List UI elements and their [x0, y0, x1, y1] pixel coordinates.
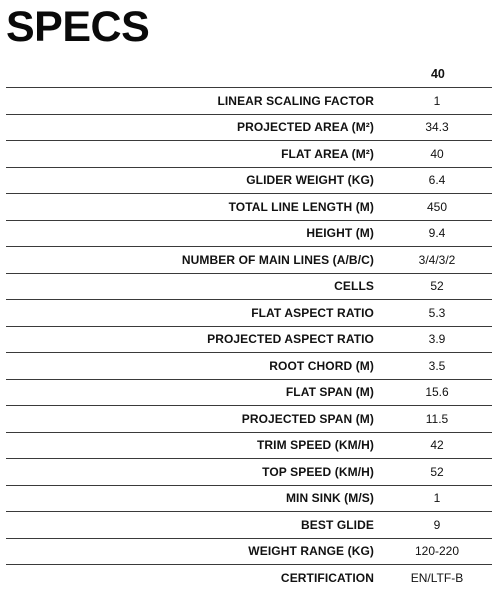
- table-row: [6, 486, 492, 513]
- spec-value: 40: [430, 146, 444, 161]
- spec-value: EN/LTF-B: [410, 571, 464, 586]
- spec-label: PROJECTED SPAN (M): [241, 411, 374, 426]
- table-row: [6, 459, 492, 486]
- spec-label: BEST GLIDE: [300, 517, 374, 532]
- table-row: [6, 221, 492, 248]
- table-row: [6, 115, 492, 142]
- spec-label: FLAT ASPECT RATIO: [251, 305, 374, 320]
- page-title: SPECS: [6, 3, 150, 51]
- spec-label: GLIDER WEIGHT (KG): [246, 173, 374, 188]
- spec-label: LINEAR SCALING FACTOR: [217, 93, 374, 108]
- spec-value: 9.4: [428, 226, 446, 241]
- spec-value: 1: [433, 491, 441, 506]
- table-row: [6, 327, 492, 354]
- spec-label: MIN SINK (M/S): [285, 491, 374, 506]
- table-row: [6, 194, 492, 221]
- spec-label: PROJECTED ASPECT RATIO: [207, 332, 374, 347]
- table-row: [6, 565, 492, 592]
- spec-value: 34.3: [425, 120, 449, 135]
- spec-value: 9: [433, 517, 441, 532]
- spec-label: HEIGHT (M): [306, 226, 374, 241]
- spec-value: 11.5: [425, 411, 449, 426]
- specs-table: [6, 61, 492, 592]
- spec-label: CELLS: [334, 279, 374, 294]
- spec-label: FLAT SPAN (M): [285, 385, 374, 400]
- table-row: [6, 168, 492, 195]
- spec-label: PROJECTED AREA (M²): [236, 120, 374, 135]
- spec-value: 5.3: [428, 305, 446, 320]
- spec-label: TOTAL LINE LENGTH (M): [228, 199, 374, 214]
- spec-value: 52: [430, 464, 444, 479]
- spec-label: ROOT CHORD (M): [269, 358, 374, 373]
- table-header-row: [6, 61, 492, 88]
- table-row: [6, 539, 492, 566]
- spec-value: 120-220: [414, 544, 460, 559]
- table-row: [6, 353, 492, 380]
- table-row: [6, 300, 492, 327]
- table-row: [6, 88, 492, 115]
- spec-value: 42: [430, 438, 444, 453]
- spec-label: TRIM SPEED (KM/H): [256, 438, 374, 453]
- table-row: [6, 141, 492, 168]
- spec-label: NUMBER OF MAIN LINES (A/B/C): [181, 252, 374, 267]
- spec-value: 3.5: [428, 358, 446, 373]
- spec-value: 52: [430, 279, 444, 294]
- spec-value: 15.6: [425, 385, 449, 400]
- spec-label: FLAT AREA (M²): [281, 146, 374, 161]
- column-header-size: 40: [430, 67, 445, 81]
- spec-label: TOP SPEED (KM/H): [262, 464, 374, 479]
- spec-value: 1: [433, 93, 441, 108]
- table-row: [6, 247, 492, 274]
- table-row: [6, 406, 492, 433]
- spec-label: WEIGHT RANGE (KG): [248, 544, 374, 559]
- spec-value: 3/4/3/2: [418, 252, 456, 267]
- table-row: [6, 512, 492, 539]
- table-row: [6, 433, 492, 460]
- spec-value: 3.9: [428, 332, 446, 347]
- table-row: [6, 380, 492, 407]
- spec-value: 6.4: [428, 173, 446, 188]
- table-row: [6, 274, 492, 301]
- spec-label: CERTIFICATION: [280, 571, 374, 586]
- spec-value: 450: [426, 199, 448, 214]
